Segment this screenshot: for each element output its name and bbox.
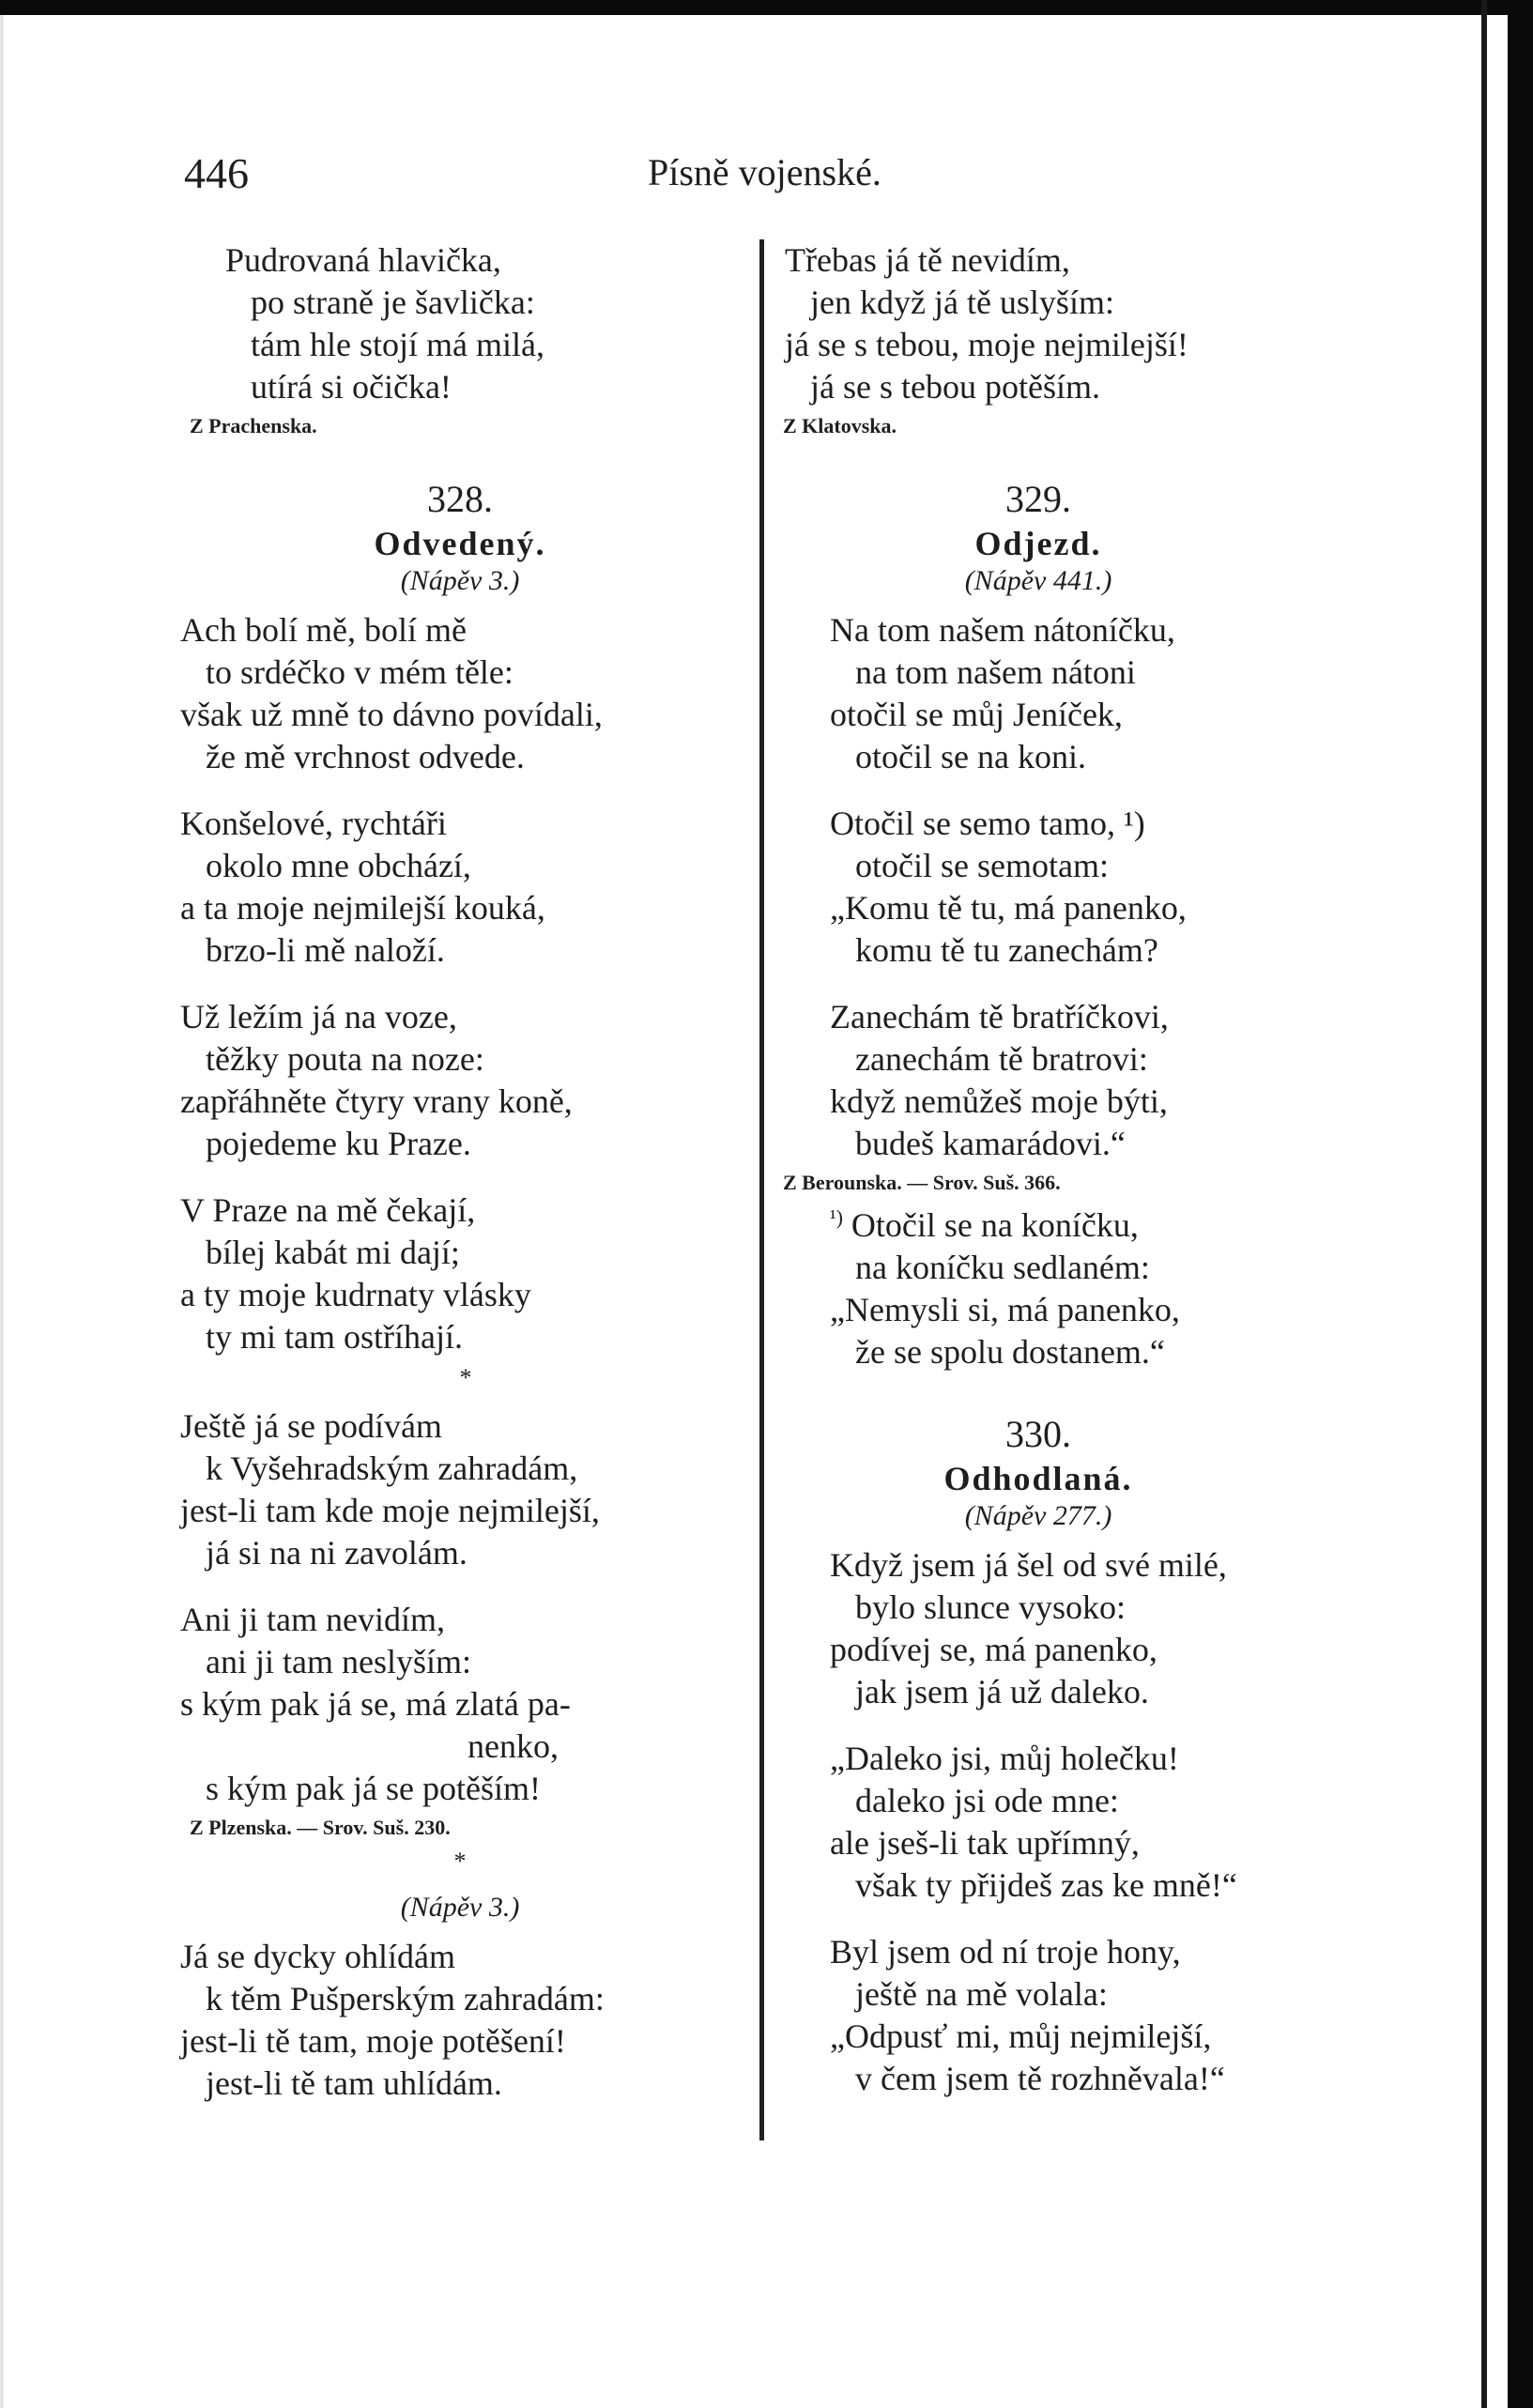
verse-line: s kým pak já se potěším! [180, 1770, 541, 1807]
verse-line: okolo mne obchází, [180, 847, 471, 884]
verse-line: já se s tebou potěším. [785, 368, 1100, 406]
footnote-marker: ¹) [830, 1205, 843, 1229]
verse-line: V Praze na mě čekají, [180, 1191, 476, 1229]
stanza [180, 1405, 751, 1574]
song-heading [169, 476, 751, 598]
section-asterisk: * [453, 1848, 467, 1875]
song-tune: (Nápěv 3.) [400, 1892, 520, 1923]
source-note: Z Plzenska. — Srov. Suš. 230. [190, 1816, 451, 1839]
scan-binding-line [1481, 0, 1487, 2408]
verse-line: však ty přijdeš zas ke mně!“ [830, 1866, 1237, 1904]
right-column [785, 239, 1329, 2100]
footnote-line: že se spolu dostanem.“ [830, 1333, 1165, 1371]
verse-line: otočil se na koni. [830, 738, 1086, 775]
stanza [830, 803, 1329, 972]
stanza [225, 239, 751, 408]
song-number: 330. [1005, 1413, 1071, 1455]
verse-line: zapřáhněte čtyry vrany koně, [180, 1082, 573, 1120]
verse-line: těžky pouta na noze: [180, 1040, 484, 1078]
verse-line: Ach bolí mě, bolí mě [180, 611, 467, 649]
verse-line: nenko, [180, 1727, 559, 1765]
verse-line: a ta moje nejmilejší kouká, [180, 889, 545, 927]
source-note: Z Prachenska. [190, 414, 317, 437]
song-heading [747, 476, 1329, 598]
verse-line: brzo-li mě naloží. [180, 931, 445, 969]
stanza [180, 803, 751, 972]
verse-line: „Odpusť mi, můj nejmilejší, [830, 2017, 1212, 2055]
verse-line: Já se dycky ohlídám [180, 1938, 455, 1975]
song-title: Odjezd. [974, 525, 1102, 562]
verse-line: Třebas já tě nevidím, [785, 241, 1070, 279]
verse-line: Otočil se semo tamo, ¹) [830, 805, 1145, 842]
verse-line: Pudrovaná hlavička, [225, 241, 501, 279]
verse-line: podívej se, má panenko, [830, 1631, 1157, 1668]
verse-line: bílej kabát mi dají; [180, 1234, 460, 1271]
verse-line: otočil se semotam: [830, 847, 1109, 884]
stanza [180, 996, 751, 1165]
verse-line: daleko jsi ode mne: [830, 1782, 1119, 1819]
verse-line: na tom našem nátoni [830, 653, 1136, 691]
footnote-line [830, 1204, 1329, 1247]
verse-line: jest-li tam kde moje nejmilejší, [180, 1492, 600, 1529]
verse-line: že mě vrchnost odvede. [180, 738, 525, 775]
page-number: 446 [184, 149, 249, 197]
verse-line: jen když já tě uslyším: [785, 284, 1114, 321]
verse-line: ani ji tam neslyším: [180, 1643, 471, 1680]
scan-top-edge [0, 0, 1533, 15]
footnote-line: „Nemysli si, má panenko, [830, 1291, 1180, 1328]
verse-line: komu tě tu zanechám? [830, 931, 1158, 969]
section-asterisk: * [459, 1364, 472, 1391]
verse-line: Když jsem já šel od své milé, [830, 1546, 1227, 1584]
verse-line: však už mně to dávno povídali, [180, 696, 603, 733]
verse-line: Už ležím já na voze, [180, 998, 457, 1035]
footnote [830, 1204, 1329, 1373]
stanza [830, 1738, 1329, 1907]
verse-line: Na tom našem nátoníčku, [830, 611, 1175, 649]
verse-line: Zanechám tě bratříčkovi, [830, 998, 1169, 1035]
verse-line: Ještě já se podívám [180, 1407, 442, 1445]
verse-line: pojedeme ku Praze. [180, 1125, 471, 1162]
song-title: Odvedený. [374, 525, 546, 562]
verse-line: k těm Pušperským zahradám: [180, 1980, 605, 2017]
verse-line: já si na ni zavolám. [180, 1534, 468, 1572]
stanza [180, 1189, 751, 1358]
song-number: 328. [427, 478, 493, 520]
scan-left-edge [0, 0, 4, 2408]
scan-right-edge [1508, 0, 1533, 2408]
verse-line: budeš kamarádovi.“ [830, 1125, 1126, 1162]
running-title: Písně vojenské. [648, 151, 881, 193]
verse-line: když nemůžeš moje býti, [830, 1082, 1168, 1120]
verse-line: po straně je šavlička: [225, 284, 535, 321]
stanza [180, 1599, 751, 1810]
verse-line: jest-li tě tam uhlídám. [180, 2064, 502, 2102]
verse-line: tám hle stojí má milá, [225, 326, 544, 363]
song-tune: (Nápěv 277.) [964, 1500, 1112, 1531]
song-number: 329. [1005, 478, 1071, 520]
song-heading [747, 1411, 1329, 1533]
verse-line: to srdéčko v mém těle: [180, 653, 514, 691]
stanza [830, 1544, 1329, 1713]
verse-line: jest-li tě tam, moje potěšení! [180, 2022, 566, 2060]
verse-line: jak jsem já už daleko. [830, 1673, 1149, 1710]
verse-line: ty mi tam ostříhají. [180, 1318, 463, 1356]
stanza [830, 609, 1329, 778]
stanza [830, 1931, 1329, 2100]
verse-line: zanechám tě bratrovi: [830, 1040, 1148, 1078]
verse-line: a ty moje kudrnaty vlásky [180, 1276, 531, 1313]
footnote-line: na koníčku sedlaném: [830, 1249, 1150, 1286]
stanza [180, 609, 751, 778]
verse-line: „Daleko jsi, můj holečku! [830, 1740, 1179, 1777]
verse-line: já se s tebou, moje nejmilejší! [785, 326, 1188, 363]
source-note: Z Berounska. — Srov. Suš. 366. [783, 1171, 1061, 1194]
verse-line: Konšelové, rychtáři [180, 805, 447, 842]
verse-line: otočil se můj Jeníček, [830, 696, 1123, 733]
verse-line: s kým pak já se, má zlatá pa- [180, 1685, 571, 1723]
stanza [830, 996, 1329, 1165]
verse-line: Ani ji tam nevidím, [180, 1601, 445, 1638]
verse-line: ještě na mě volala: [830, 1975, 1108, 2013]
song-title: Odhodlaná. [943, 1460, 1133, 1497]
verse-line: Byl jsem od ní troje hony, [830, 1933, 1181, 1971]
footnote-text: Otočil se na koníčku, [842, 1206, 1139, 1244]
song-tune: (Nápěv 441.) [964, 565, 1112, 596]
song-tune: (Nápěv 3.) [400, 565, 520, 596]
verse-line: „Komu tě tu, má panenko, [830, 889, 1187, 927]
verse-line: k Vyšehradským zahradám, [180, 1449, 578, 1487]
verse-line: ale jseš-li tak upřímný, [830, 1824, 1140, 1862]
left-column [180, 239, 751, 2129]
stanza [785, 239, 1329, 408]
verse-line: bylo slunce vysoko: [830, 1588, 1126, 1626]
verse-line: utírá si očička! [225, 368, 452, 406]
verse-line: v čem jsem tě rozhněvala!“ [830, 2060, 1225, 2097]
stanza [180, 1936, 751, 2105]
source-note: Z Klatovska. [783, 414, 897, 437]
